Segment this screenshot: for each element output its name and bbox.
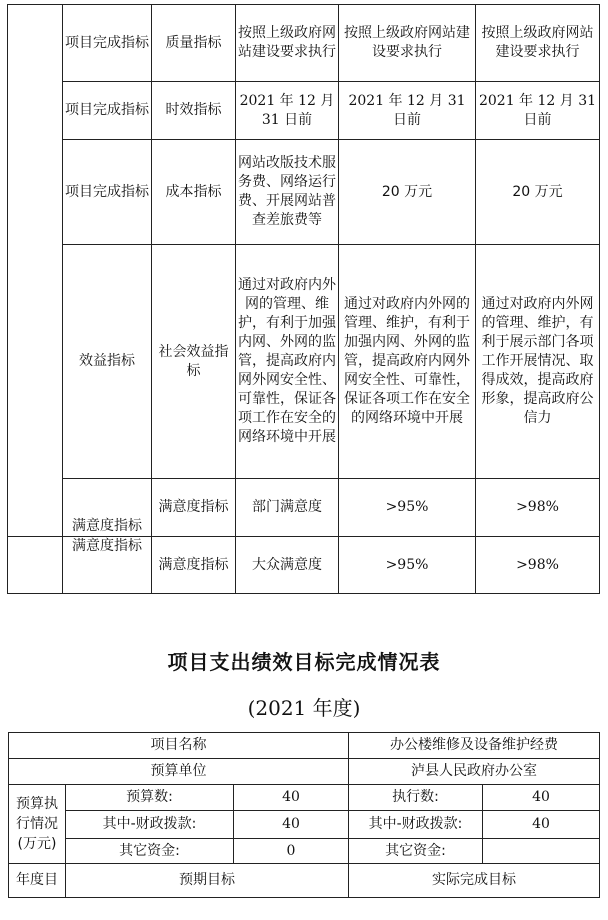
- actual-value: 20 万元: [476, 140, 600, 245]
- budget-execution-label: 预算执行情况(万元): [9, 785, 66, 864]
- blank-cell: [8, 5, 63, 537]
- table-row: [9, 811, 600, 839]
- budget-amount-label: 预算数:: [66, 785, 234, 811]
- other-funds-label: 其它资金:: [66, 839, 234, 864]
- level3-indicator: 时效指标: [152, 82, 236, 140]
- target-value: >95%: [339, 479, 476, 537]
- indicator-content: 通过对政府内外网的管理、维护，有利于加强内网、外网的监管，提高政府内网外网安全性、可靠性，保证各项工作在安全的网络环境中开展: [236, 245, 339, 479]
- level2-indicator: 项目完成指标: [63, 140, 152, 245]
- project-name-value: 办公楼维修及设备维护经费: [349, 733, 600, 759]
- indicator-content: 网站改版技术服务费、网络运行费、开展网站普查差旅费等: [236, 140, 339, 245]
- target-value: 20 万元: [339, 140, 476, 245]
- fiscal-exec-label: 其中-财政拨款:: [349, 811, 483, 839]
- actual-value: 通过对政府内外网的管理、维护，有利于展示部门各项工作开展情况、取得成效，提高政府形象，提高政府公信力: [476, 245, 600, 479]
- other-exec-value: [483, 839, 600, 864]
- actual-value: 2021 年 12 月 31 日前: [476, 82, 600, 140]
- fiscal-exec-value: 40: [483, 811, 600, 839]
- executed-label: 执行数:: [349, 785, 483, 811]
- other-funds-value: 0: [234, 839, 349, 864]
- level2-indicator: 项目完成指标: [63, 82, 152, 140]
- table-row: [9, 785, 600, 811]
- target-value: 按照上级政府网站建设要求执行: [339, 5, 476, 82]
- table-row: [9, 864, 600, 898]
- budget-execution-table: [8, 732, 600, 898]
- executed-value: 40: [483, 785, 600, 811]
- project-name-label: 项目名称: [9, 733, 349, 759]
- level3-indicator: 成本指标: [152, 140, 236, 245]
- table-row: [8, 5, 600, 82]
- budget-unit-value: 泸县人民政府办公室: [349, 759, 600, 785]
- blank-cell: [8, 537, 63, 594]
- fiscal-budget-value: 40: [234, 811, 349, 839]
- fiscal-budget-label: 其中-财政拨款:: [66, 811, 234, 839]
- table-row: [8, 82, 600, 140]
- level3-indicator: 满意度指标: [152, 479, 236, 537]
- table-row: [9, 733, 600, 759]
- table-row: [8, 245, 600, 479]
- actual-value: >98%: [476, 479, 600, 537]
- year-subtitle: (2021 年度): [247, 696, 361, 720]
- annual-target-label: 年度目: [9, 864, 66, 898]
- level2-indicator: 效益指标: [63, 245, 152, 479]
- level2-indicator: 项目完成指标: [63, 5, 152, 82]
- level3-indicator: 社会效益指标: [152, 245, 236, 479]
- level3-indicator: 满意度指标: [152, 537, 236, 594]
- actual-value: 按照上级政府网站建设要求执行: [476, 5, 600, 82]
- actual-value: >98%: [476, 537, 600, 594]
- performance-indicators-table: [7, 4, 600, 594]
- target-value: 通过对政府内外网的管理、维护，有利于加强内网、外网的监管，提高政府内网外网安全性、可靠性，保证各项工作在安全的网络环境中开展: [339, 245, 476, 479]
- table-row: [8, 140, 600, 245]
- level2-indicator: 满意度指标: [63, 537, 152, 594]
- level2-indicator: 满意度指标: [63, 479, 152, 537]
- budget-amount-value: 40: [234, 785, 349, 811]
- indicator-content: 部门满意度: [236, 479, 339, 537]
- other-exec-label: 其它资金:: [349, 839, 483, 864]
- level3-indicator: 质量指标: [152, 5, 236, 82]
- expected-target-header: 预期目标: [66, 864, 349, 898]
- table-row: [8, 479, 600, 537]
- budget-unit-label: 预算单位: [9, 759, 349, 785]
- target-value: >95%: [339, 537, 476, 594]
- actual-target-header: 实际完成目标: [349, 864, 600, 898]
- table-row: [8, 537, 600, 594]
- indicator-content: 大众满意度: [236, 537, 339, 594]
- indicator-content: 按照上级政府网站建设要求执行: [236, 5, 339, 82]
- page-title: 项目支出绩效目标完成情况表: [167, 650, 441, 674]
- target-value: 2021 年 12 月 31 日前: [339, 82, 476, 140]
- table-row: [9, 839, 600, 864]
- indicator-content: 2021 年 12 月 31 日前: [236, 82, 339, 140]
- table-row: [9, 759, 600, 785]
